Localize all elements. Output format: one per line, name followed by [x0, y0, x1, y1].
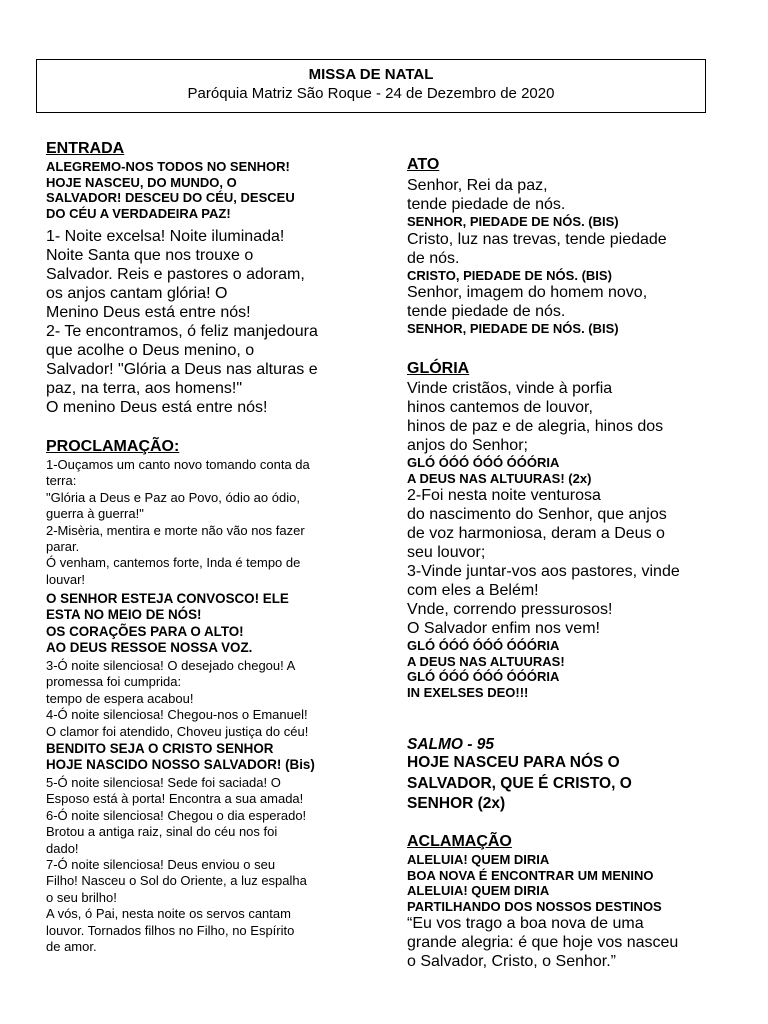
refrain-line: SENHOR, PIEDADE DE NÓS. (BIS) [407, 321, 619, 336]
verse-line: dado! [46, 840, 79, 856]
verse-line: grande alegria: é que hoje vos nasceu [407, 934, 679, 951]
refrain-line: ALEGREMO-NOS TODOS NO SENHOR! [46, 159, 290, 174]
refrain-line: PARTILHANDO DOS NOSSOS DESTINOS [407, 898, 662, 914]
refrain-line: A DEUS NAS ALTUURAS! [407, 653, 565, 669]
verse-line: paz, na terra, aos homens!" [46, 380, 243, 397]
entrada-verses [46, 227, 318, 417]
verse-line: louvar! [46, 571, 86, 587]
verse-line: Vinde cristãos, vinde à porfia [407, 380, 613, 397]
refrain-line: HOJE NASCEU, DO MUNDO, O [46, 174, 237, 190]
verse-line: Senhor, Rei da paz, [407, 177, 548, 194]
refrain-line: IN EXELSES DEO!!! [407, 684, 529, 700]
verse-line: o Salvador, Cristo, o Senhor.” [407, 953, 616, 970]
verse-line: promessa foi cumprida: [46, 674, 182, 690]
verse-line: Filho! Nasceu o Sol do Oriente, a luz espalha [46, 873, 307, 889]
verse-line: 3-Vinde juntar-vos aos pastores, vinde [407, 563, 680, 580]
verse-line: tende piedade de nós. [407, 303, 566, 320]
verse-line: com eles a Belém! [407, 582, 539, 599]
refrain-line: ALELUIA! QUEM DIRIA [407, 852, 550, 867]
salmo-response-line: SALVADOR, QUE É CRISTO, O [407, 774, 632, 792]
verse-line: louvor. Tornados filhos no Filho, no Espírito [46, 922, 295, 938]
verse-line: de voz harmoniosa, deram a Deus o [407, 525, 665, 542]
verse-line: Brotou a antiga raiz, sinal do céu nos foi [46, 824, 278, 840]
ato-heading: ATO [407, 156, 440, 173]
verse-line: o seu brilho! [46, 889, 117, 905]
verse-line: Esposo está à porta! Encontra a sua amada! [46, 791, 304, 807]
verse-line: 1- Noite excelsa! Noite iluminada! [46, 228, 285, 245]
header-box [36, 59, 706, 113]
salmo-response-line: SENHOR (2x) [407, 795, 506, 812]
proclamacao-part1 [46, 457, 310, 588]
entrada-refrain [46, 159, 295, 221]
verse-line: 1-Ouçamos um canto novo tomando conta da [46, 457, 310, 472]
entrada-heading: ENTRADA [46, 140, 125, 157]
refrain-line: O SENHOR ESTEJA CONVOSCO! ELE [46, 591, 289, 606]
verse-line: Menino Deus está entre nós! [46, 304, 251, 321]
verse-line: Senhor, imagem do homem novo, [407, 284, 648, 301]
verse-line: Ó venham, cantemos forte, Inda é tempo de [46, 555, 301, 571]
refrain-line: SENHOR, PIEDADE DE NÓS. (BIS) [407, 214, 619, 229]
verse-line: Vnde, correndo pressurosos! [407, 601, 613, 618]
refrain-line: CRISTO, PIEDADE DE NÓS. (BIS) [407, 267, 612, 283]
verse-line: 4-Ó noite silenciosa! Chegou-nos o Emanuel! [46, 707, 308, 723]
verse-line: Cristo, luz nas trevas, tende piedade [407, 230, 667, 248]
verse-line: A vós, ó Pai, nesta noite os servos cantam [46, 906, 291, 922]
verse-line: 3-Ó noite silenciosa! O desejado chegou! A [46, 658, 296, 673]
verse-line: terra: [46, 473, 77, 489]
verse-line: hinos cantemos de louvor, [407, 399, 593, 416]
refrain-line: DO CÉU A VERDADEIRA PAZ! [46, 205, 231, 221]
verse-line: Noite Santa que nos trouxe o [46, 247, 254, 264]
proclamacao-refrain2 [46, 741, 315, 774]
ato-lines [407, 176, 667, 337]
verse-line: Salvador. Reis e pastores o adoram, [46, 266, 305, 283]
refrain-line: OS CORAÇÕES PARA O ALTO! [46, 623, 244, 639]
verse-line: 6-Ó noite silenciosa! Chegou o dia esperado! [46, 807, 307, 823]
verse-line: 2- Te encontramos, ó feliz manjedoura [46, 323, 318, 340]
proclamacao-heading: PROCLAMAÇÃO: [46, 438, 180, 455]
proclamacao-refrain1 [46, 591, 289, 657]
verse-line: O menino Deus está entre nós! [46, 399, 268, 416]
verse-line: anjos do Senhor; [407, 437, 528, 454]
verse-line: de nós. [407, 249, 460, 267]
refrain-line: BOA NOVA É ENCONTRAR UM MENINO [407, 867, 654, 883]
refrain-line: SALVADOR! DESCEU DO CÉU, DESCEU [46, 190, 295, 205]
proclamacao-part2 [46, 658, 308, 740]
verse-line: 7-Ó noite silenciosa! Deus enviou o seu [46, 857, 276, 873]
verse-line: do nascimento do Senhor, que anjos [407, 506, 667, 523]
salmo-heading: SALMO - 95 [407, 736, 494, 753]
verse-line: O clamor foi atendido, Choveu justiça do céu! [46, 723, 309, 739]
refrain-line: ESTA NO MEIO DE NÓS! [46, 607, 202, 623]
verse-line: guerra à guerra!" [46, 506, 144, 522]
refrain-line: GLÓ ÓÓÓ ÓÓÓ ÓÓÓRIA [407, 455, 560, 470]
verse-line: de amor. [46, 939, 97, 955]
aclamacao-heading: ACLAMAÇÃO [407, 833, 512, 850]
verse-line: os anjos cantam glória! O [46, 285, 228, 302]
refrain-line: HOJE NASCIDO NOSSO SALVADOR! (Bis) [46, 757, 315, 773]
verse-line: tempo de espera acabou! [46, 690, 194, 706]
refrain-line: GLÓ ÓÓÓ ÓÓÓ ÓÓÓRIA [407, 638, 560, 653]
refrain-line: AO DEUS RESSOE NOSSA VOZ. [46, 640, 253, 656]
verse-line: “Eu vos trago a boa nova de uma [407, 915, 644, 932]
page-subtitle: Paróquia Matriz São Roque - 24 de Dezembro de 2020 [187, 85, 555, 102]
proclamacao-part3 [46, 775, 307, 955]
verse-line: Salvador! "Glória a Deus nas alturas e [46, 361, 318, 378]
aclamacao-lines [407, 852, 678, 971]
refrain-line: GLÓ ÓÓÓ ÓÓÓ ÓÓÓRIA [407, 669, 560, 684]
page-title: MISSA DE NATAL [308, 66, 434, 83]
salmo-response [407, 753, 632, 815]
refrain-line: ALELUIA! QUEM DIRIA [407, 883, 550, 898]
verse-line: 5-Ó noite silenciosa! Sede foi saciada! O [46, 775, 281, 790]
verse-line: seu louvor; [407, 544, 486, 561]
refrain-line: BENDITO SEJA O CRISTO SENHOR [46, 741, 274, 756]
verse-line: "Glória a Deus e Paz ao Povo, ódio ao ódio, [46, 489, 300, 505]
verse-line: hinos de paz e de alegria, hinos dos [407, 418, 664, 435]
verse-line: 2-Misèria, mentira e morte não vão nos fazer [46, 522, 305, 538]
verse-line: parar. [46, 539, 80, 555]
gloria-heading: GLÓRIA [407, 360, 470, 377]
verse-line: O Salvador enfim nos vem! [407, 620, 600, 637]
verse-line: 2-Foi nesta noite venturosa [407, 487, 601, 504]
salmo-response-line: HOJE NASCEU PARA NÓS O [407, 754, 620, 771]
verse-line: tende piedade de nós. [407, 196, 566, 213]
gloria-lines [407, 379, 680, 700]
refrain-line: A DEUS NAS ALTUURAS! (2x) [407, 470, 592, 486]
verse-line: que acolhe o Deus menino, o [46, 342, 255, 359]
